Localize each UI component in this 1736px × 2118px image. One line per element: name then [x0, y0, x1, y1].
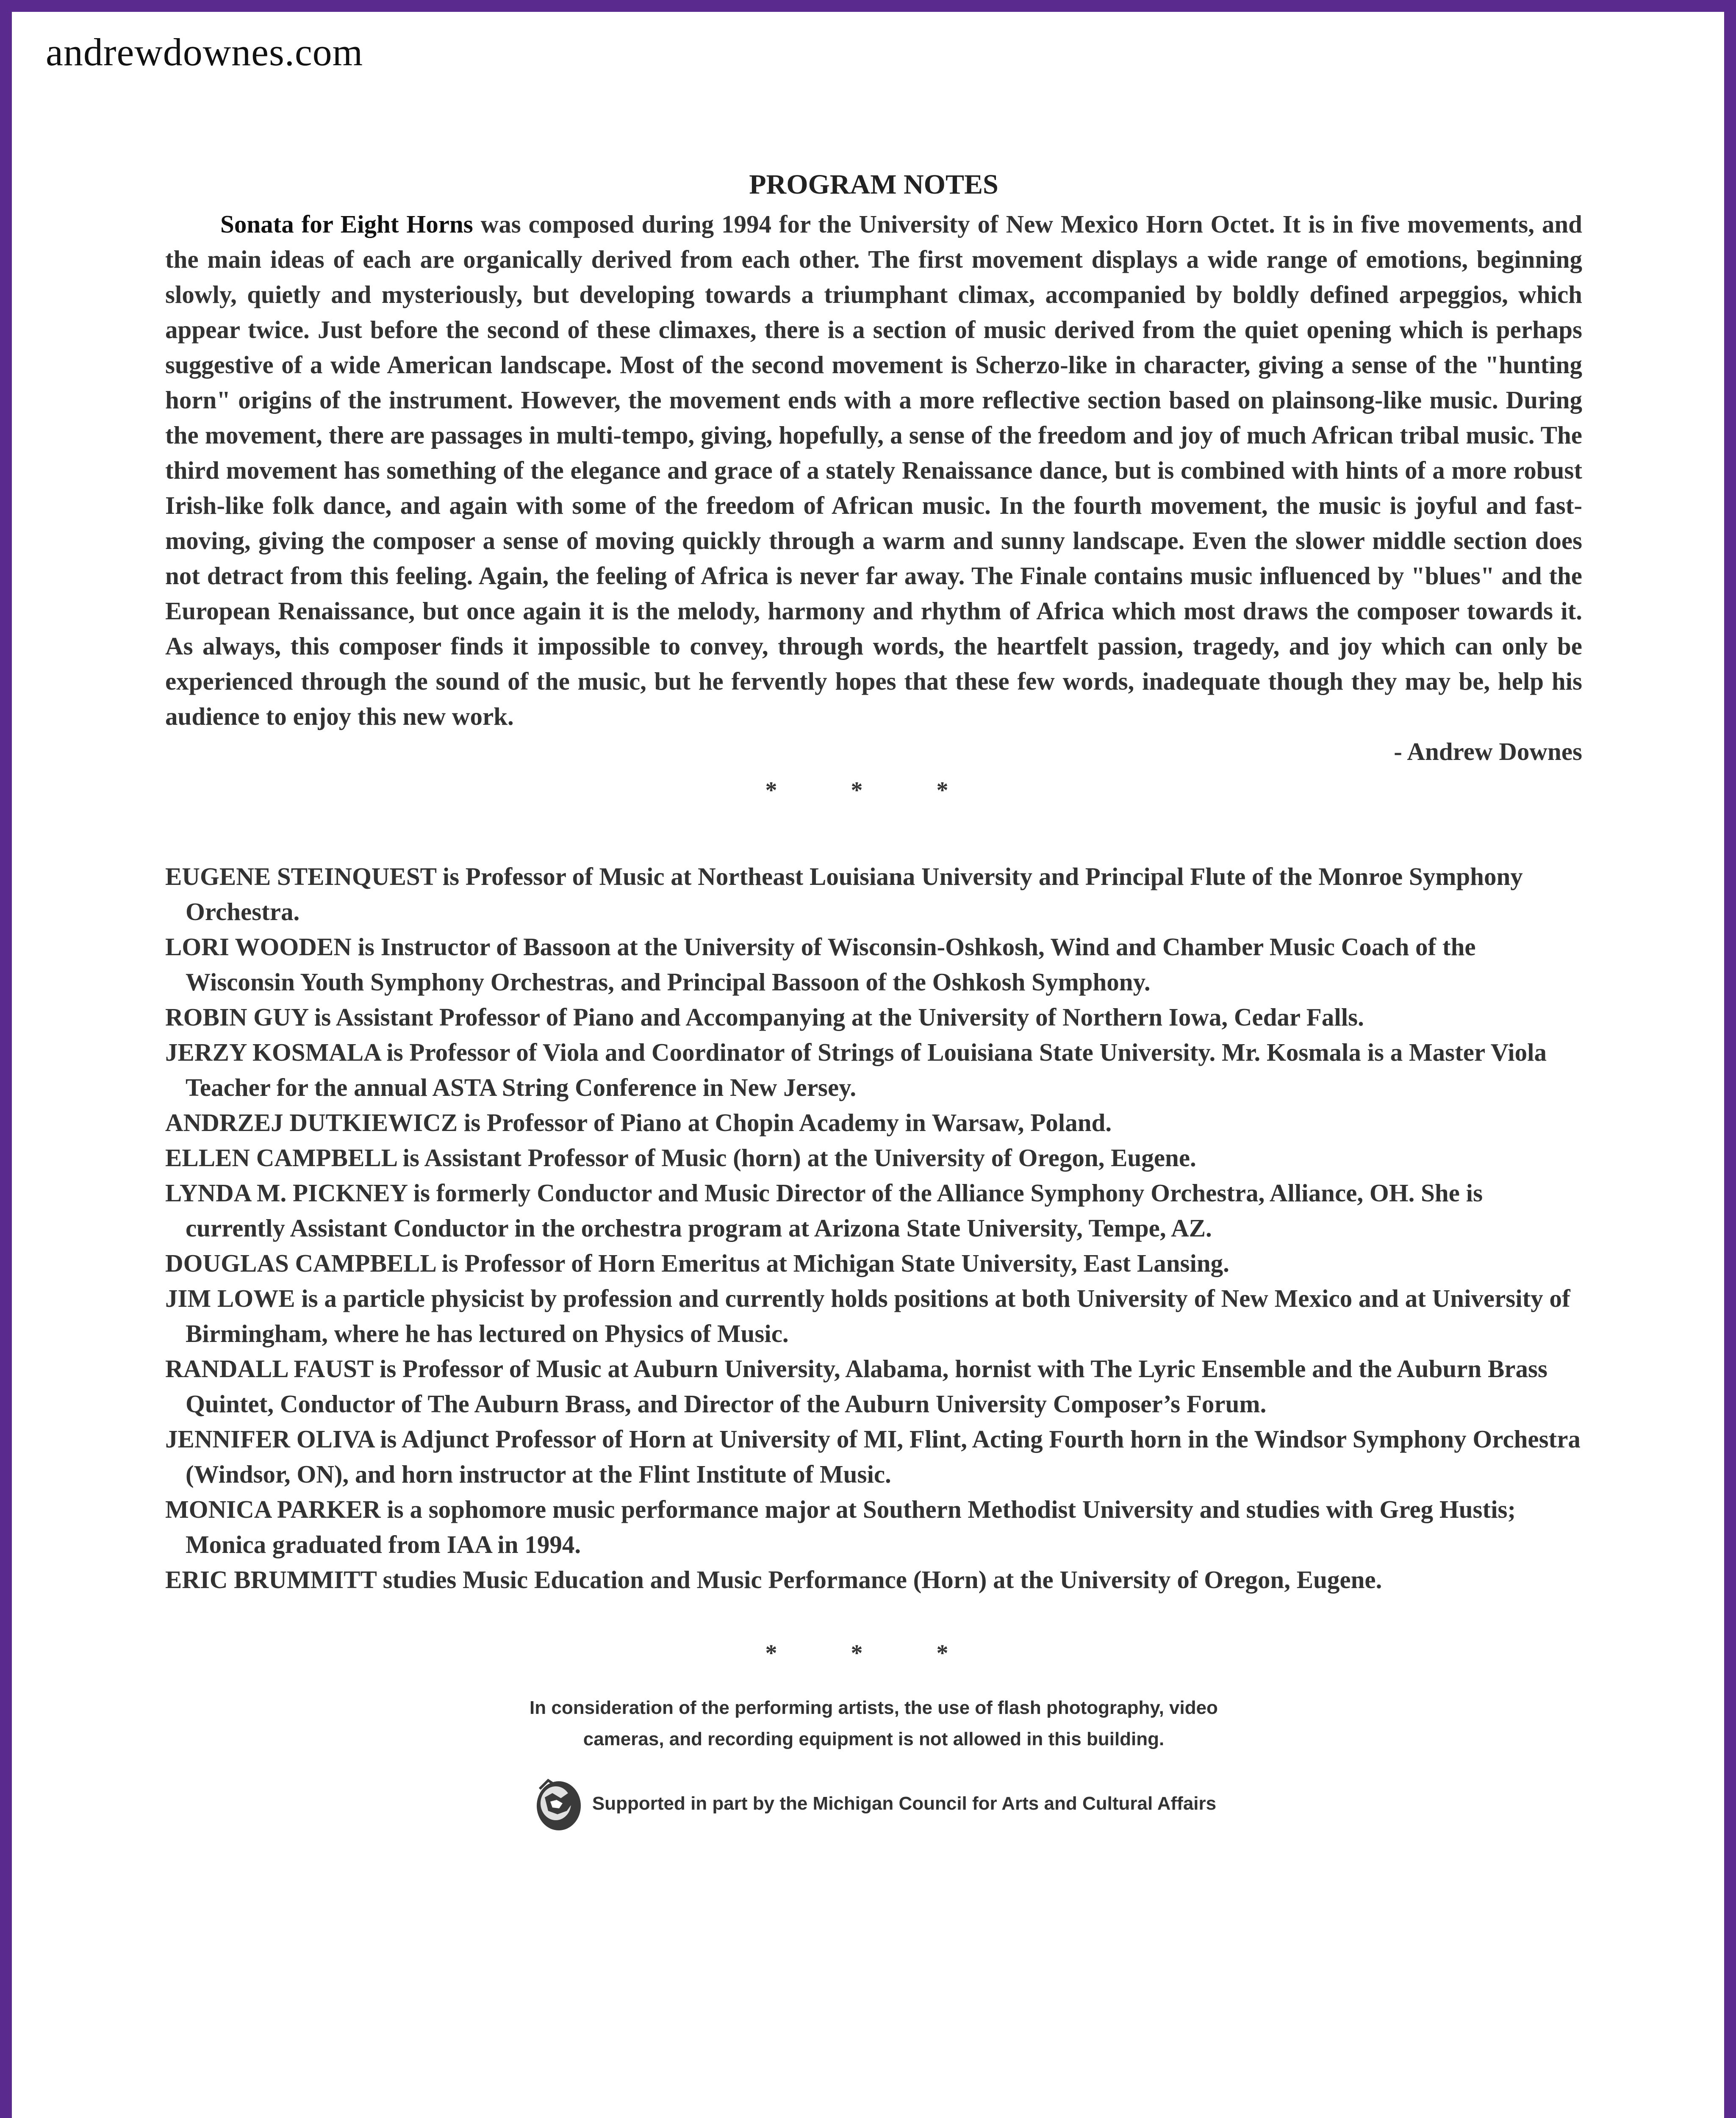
performer-bio: ROBIN GUY is Assistant Professor of Piano and Accompanying at the University of Northern Iowa, Cedar Falls.: [165, 1003, 1364, 1031]
notice-line: In consideration of the performing artists, the use of flash photography, video: [530, 1697, 1218, 1718]
site-url: andrewdownes.com: [46, 30, 363, 74]
notice-line: cameras, and recording equipment is not allowed in this building.: [583, 1729, 1165, 1749]
performer-bio: LORI WOODEN is Instructor of Bassoon at the University of Wisconsin-Oshkosh, Wind and Chamber Music Coach of the Wisconsin Youth Symphony Orchestras, and Principal Bassoon of the Oshkosh Symphony.: [165, 933, 1476, 996]
composer-signature: - Andrew Downes: [1394, 737, 1582, 765]
michigan-council-logo-icon: [531, 1772, 586, 1835]
performer-bio: EUGENE STEINQUEST is Professor of Music at Northeast Louisiana University and Principal Flute of the Monroe Symphony Orchestra.: [165, 862, 1523, 926]
section-separator: * * *: [765, 777, 982, 804]
performer-bio: MONICA PARKER is a sophomore music performance major at Southern Methodist University and studies with Greg Hustis; Monica graduated from IAA in 1994.: [165, 1495, 1516, 1558]
work-title: Sonata for Eight Horns: [220, 210, 473, 238]
performer-bio: JIM LOWE is a particle physicist by profession and currently holds positions at both University of New Mexico and at University of Birmingham, where he has lectured on Physics of Music.: [165, 1284, 1570, 1347]
support-credit: [165, 1772, 1582, 1835]
support-credit-text: Supported in part by the Michigan Council for Arts and Cultural Affairs: [592, 1793, 1217, 1814]
program-notes-paragraph: [165, 207, 1582, 734]
performer-bios: [165, 859, 1582, 1597]
performer-bio: ERIC BRUMMITT studies Music Education and Music Performance (Horn) at the University of Oregon, Eugene.: [165, 1566, 1382, 1594]
performer-bio: ELLEN CAMPBELL is Assistant Professor of Music (horn) at the University of Oregon, Eugene.: [165, 1144, 1196, 1172]
program-content: [165, 169, 1582, 1835]
performer-bio: JENNIFER OLIVA is Adjunct Professor of Horn at University of MI, Flint, Acting Fourth horn in the Windsor Symphony Orchestra (Windsor, ON), and horn instructor at the Flint Institute of Music.: [165, 1425, 1581, 1488]
performer-bio: JERZY KOSMALA is Professor of Viola and Coordinator of Strings of Louisiana State University. Mr. Kosmala is a Master Viola Teacher for the annual ASTA String Conference in New Jersey.: [165, 1038, 1547, 1101]
performer-bio: ANDRZEJ DUTKIEWICZ is Professor of Piano at Chopin Academy in Warsaw, Poland.: [165, 1109, 1112, 1137]
page-title: PROGRAM NOTES: [749, 169, 998, 200]
performer-bio: DOUGLAS CAMPBELL is Professor of Horn Emeritus at Michigan State University, East Lansing.: [165, 1249, 1229, 1277]
performer-bio: LYNDA M. PICKNEY is formerly Conductor and Music Director of the Alliance Symphony Orchestra, Alliance, OH. She is currently Assistant Conductor in the orchestra program at Arizona State University, Tempe, AZ.: [165, 1179, 1483, 1242]
performer-bio: RANDALL FAUST is Professor of Music at Auburn University, Alabama, hornist with The Lyric Ensemble and the Auburn Brass Quintet, Conductor of The Auburn Brass, and Director of the Auburn University Composer’s Forum.: [165, 1355, 1547, 1418]
section-separator: * * *: [765, 1640, 982, 1666]
program-notes-body: was composed during 1994 for the University of New Mexico Horn Octet. It is in five movements, and the main ideas of each are organically derived from each other. The first movement displays a wide range of emotions, beginning slowly, quietly and mysteriously, but developing towards a triumphant climax, accompanied by boldly defined arpeggios, which appear twice. Just before the second of these climaxes, there is a section of music derived from the quiet opening which is perhaps suggestive of a wide American landscape. Most of the second movement is Scherzo-like in character, giving a sense of the "hunting horn" origins of the instrument. However, the movement ends with a more reflective section based on plainsong-like music. During the movement, there are passages in multi-tempo, giving, hopefully, a sense of the freedom and joy of much African tribal music. The third movement has something of the elegance and grace of a stately Renaissance dance, but is combined with hints of a more robust Irish-like folk dance, and again with some of the freedom of African music. In the fourth movement, the music is joyful and fast-moving, giving the composer a sense of moving quickly through a warm and sunny landscape. Even the slower middle section does not detract from this feeling. Again, the feeling of Africa is never far away. The Finale contains music influenced by "blues" and the European Renaissance, but once again it is the melody, harmony and rhythm of Africa which most draws the composer towards it. As always, this composer finds it impossible to convey, through words, the heartfelt passion, tragedy, and joy which can only be experienced through the sound of the music, but he fervently hopes that these few words, inadequate though they may be, help his audience to enjoy this new work.: [165, 210, 1582, 730]
photography-notice: [165, 1692, 1582, 1755]
